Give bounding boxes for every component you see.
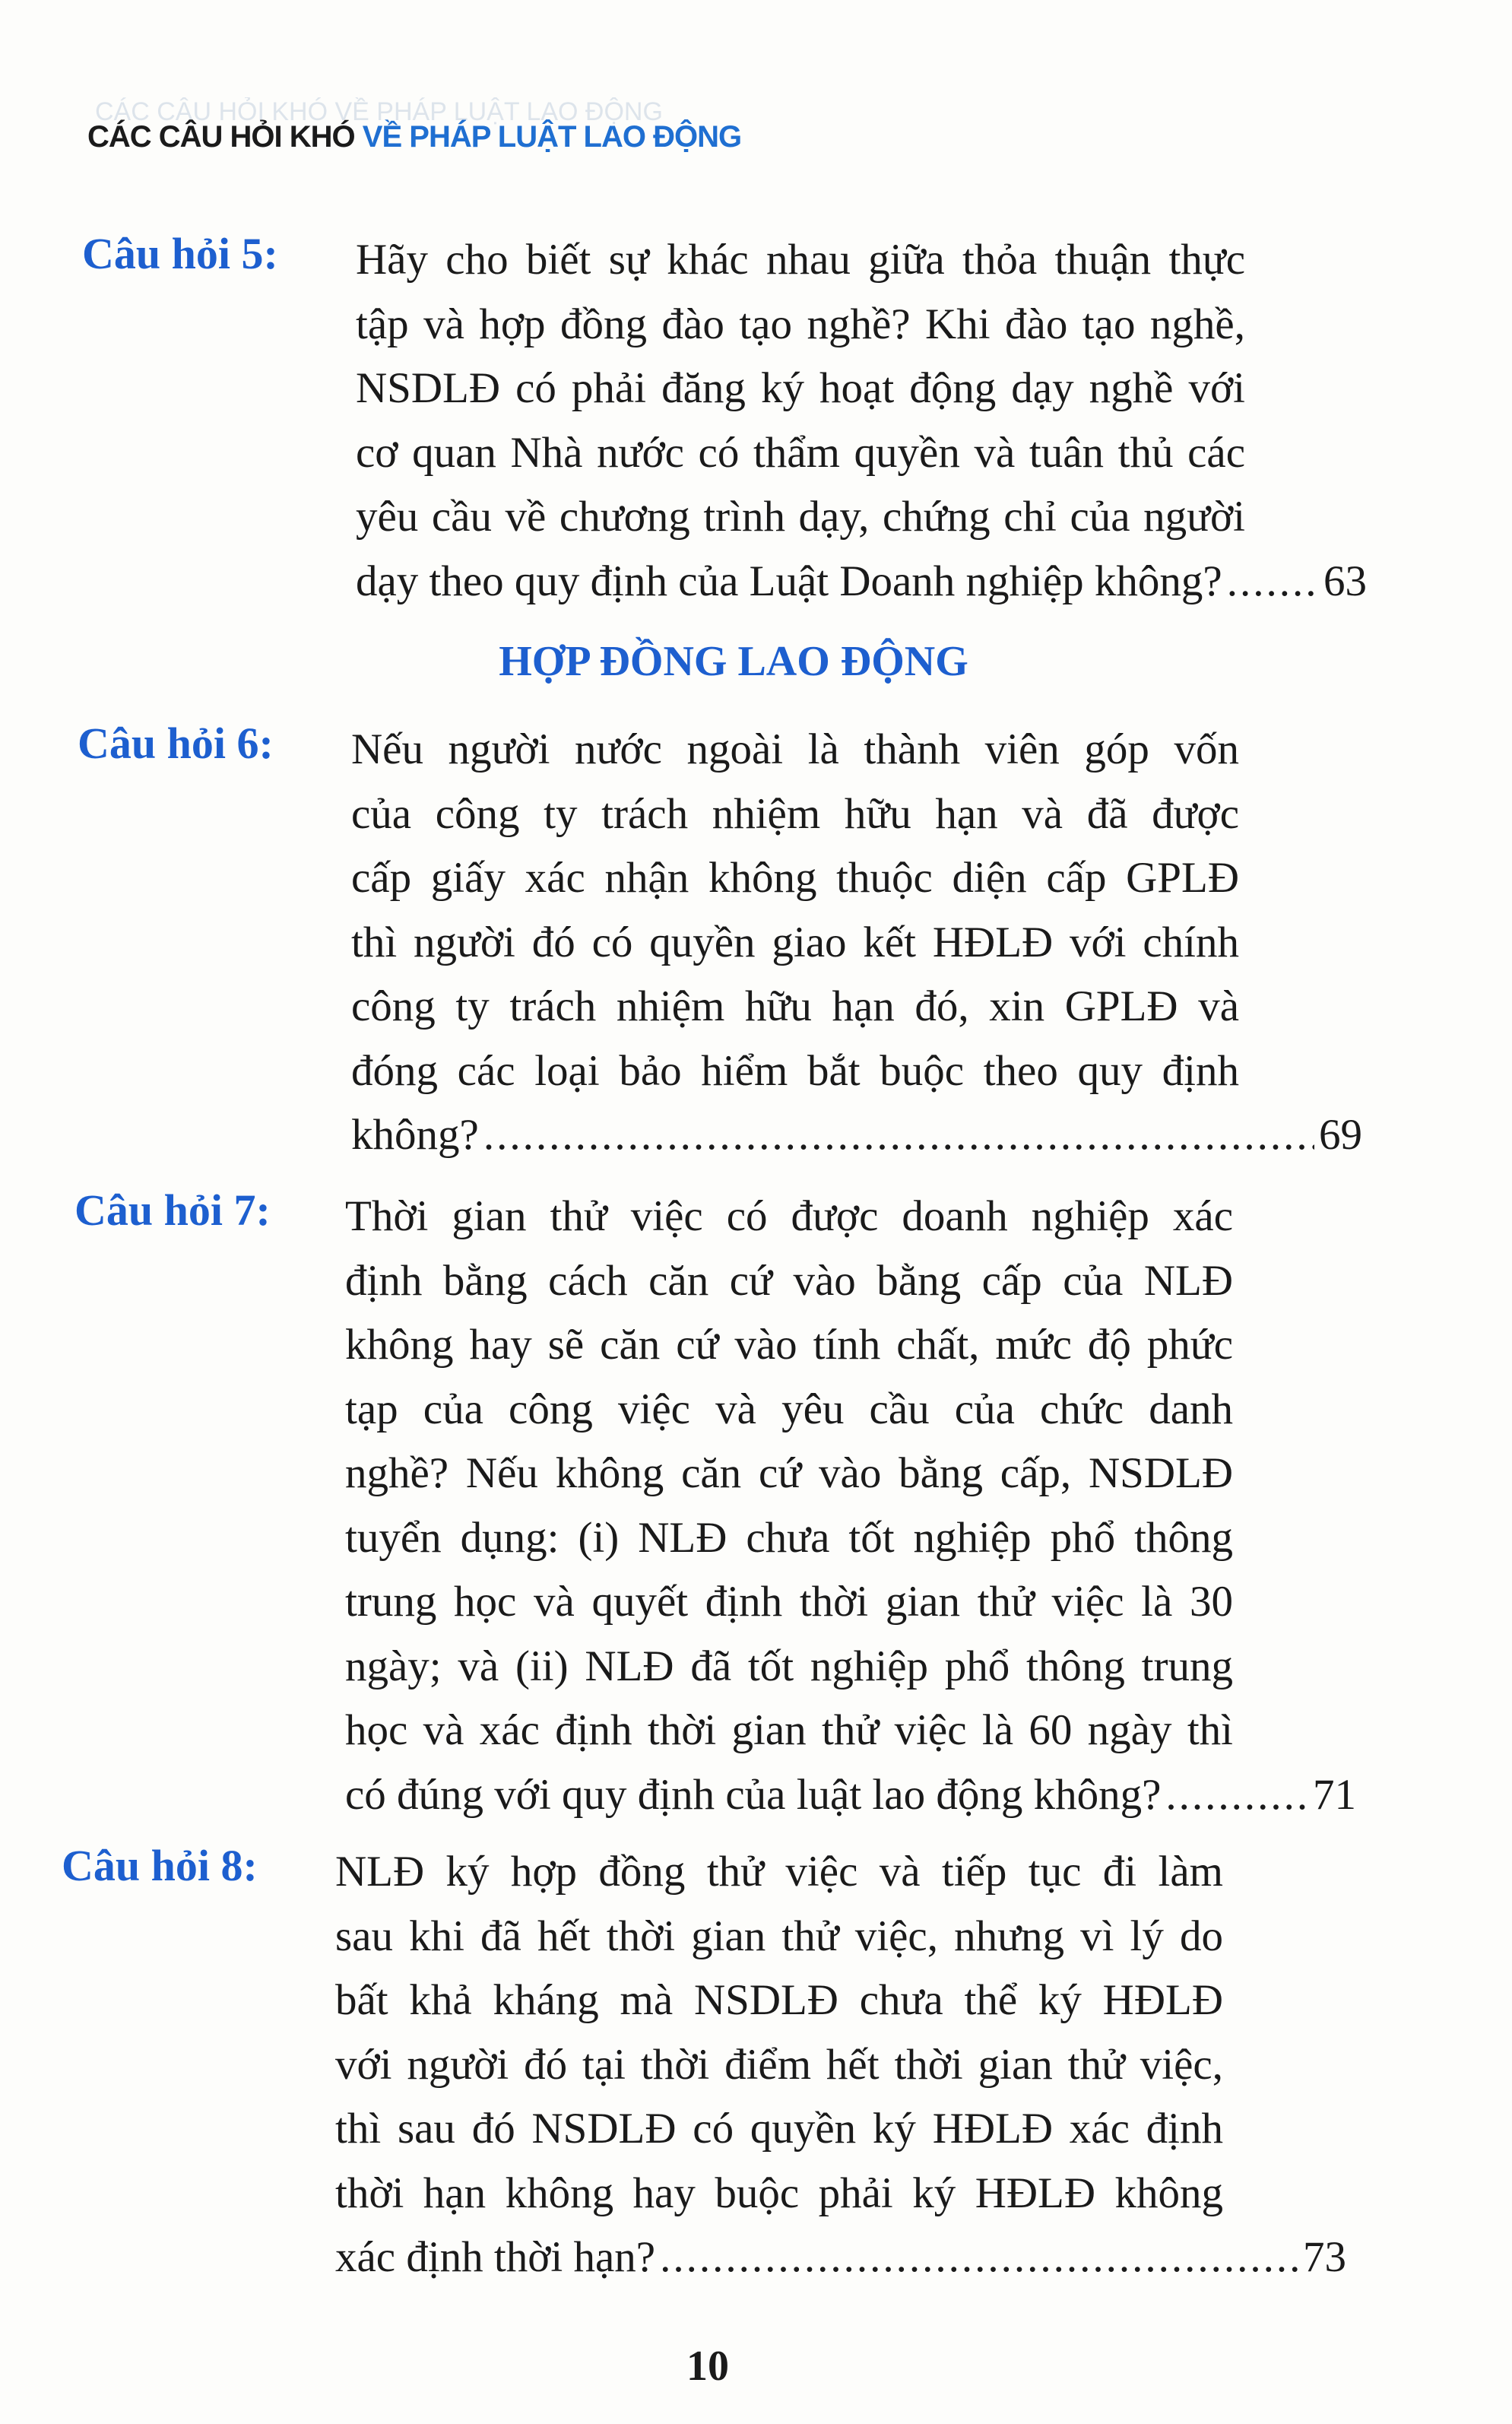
text-line: học và xác định thời gian thử việc là 60 ngày thì — [345, 1706, 1233, 1754]
text-line: của công ty trách nhiệm hữu hạn và đã được — [351, 789, 1239, 838]
text-line: yêu cầu về chương trình dạy, chứng chỉ của người — [356, 493, 1245, 541]
text-line: NSDLĐ có phải đăng ký hoạt động dạy nghề với — [356, 364, 1245, 412]
text-line: công ty trách nhiệm hữu hạn đó, xin GPLĐ và — [351, 982, 1239, 1030]
text-line: dạy theo quy định của Luật Doanh nghiệp không? — [356, 557, 1222, 605]
text-line: cơ quan Nhà nước có thẩm quyền và tuân thủ các — [356, 428, 1245, 477]
toc-last-line — [356, 550, 1367, 614]
bleed-through-header: CÁC CÂU HỎI KHÓ VỀ PHÁP LUẬT LAO ĐỘNG — [95, 97, 663, 126]
text-line: định bằng cách căn cứ vào bằng cấp của NLĐ — [345, 1256, 1233, 1305]
toc-last-line — [335, 2226, 1346, 2290]
text-line: bất khả kháng mà NSDLĐ chưa thể ký HĐLĐ — [335, 1976, 1223, 2024]
text-line: thì người đó có quyền giao kết HĐLĐ với chính — [351, 918, 1239, 966]
text-line: đóng các loại bảo hiểm bắt buộc theo quy định — [351, 1046, 1239, 1095]
question-text — [356, 228, 1367, 614]
text-line: thời hạn không hay buộc phải ký HĐLĐ không — [335, 2169, 1223, 2217]
header-part-2: VỀ PHÁP LUẬT LAO ĐỘNG — [362, 120, 742, 154]
text-line: tuyển dụng: (i) NLĐ chưa tốt nghiệp phổ thông — [345, 1513, 1233, 1562]
toc-last-line — [345, 1763, 1356, 1828]
page-ref: 69 — [1319, 1111, 1362, 1159]
dot-leader — [1227, 550, 1319, 614]
text-line: nghề? Nếu không căn cứ vào bằng cấp, NSDLĐ — [345, 1449, 1233, 1497]
text-line: ngày; và (ii) NLĐ đã tốt nghiệp phổ thông trung — [345, 1642, 1233, 1690]
section-heading: HỢP ĐỒNG LAO ĐỘNG — [499, 638, 968, 685]
dot-leader — [483, 1103, 1314, 1168]
page-number: 10 — [686, 2343, 729, 2390]
question-label: Câu hỏi 5: — [82, 229, 278, 278]
header-part-1: CÁC CÂU HỎI KHÓ — [87, 120, 355, 154]
running-header — [87, 120, 741, 154]
text-line: với người đó tại thời điểm hết thời gian thử việc, — [335, 2040, 1223, 2089]
text-line: tập và hợp đồng đào tạo nghề? Khi đào tạo nghề, — [356, 300, 1245, 348]
text-line: sau khi đã hết thời gian thử việc, nhưng vì lý do — [335, 1912, 1223, 1960]
text-line: NLĐ ký hợp đồng thử việc và tiếp tục đi làm — [335, 1848, 1223, 1896]
text-line: trung học và quyết định thời gian thử việc là 30 — [345, 1578, 1233, 1626]
text-line: không hay sẽ căn cứ vào tính chất, mức độ phức — [345, 1321, 1233, 1369]
question-label: Câu hỏi 8: — [62, 1841, 258, 1890]
dot-leader — [1165, 1763, 1308, 1828]
text-line: có đúng với quy định của luật lao động không? — [345, 1770, 1162, 1819]
question-label: Câu hỏi 7: — [74, 1185, 271, 1235]
question-text — [351, 718, 1362, 1168]
text-line: xác định thời hạn? — [335, 2233, 656, 2281]
text-line: cấp giấy xác nhận không thuộc diện cấp GPLĐ — [351, 854, 1239, 902]
toc-last-line — [351, 1103, 1362, 1168]
question-label: Câu hỏi 6: — [78, 719, 274, 768]
text-line: Thời gian thử việc có được doanh nghiệp xác — [345, 1192, 1233, 1240]
question-text — [345, 1185, 1356, 1827]
page-ref: 63 — [1323, 557, 1367, 605]
text-line: thì sau đó NSDLĐ có quyền ký HĐLĐ xác định — [335, 2105, 1223, 2153]
text-line: Nếu người nước ngoài là thành viên góp vốn — [351, 725, 1239, 773]
page-ref: 73 — [1303, 2233, 1346, 2281]
text-line: Hãy cho biết sự khác nhau giữa thỏa thuận thực — [356, 236, 1245, 284]
text-line: không? — [351, 1111, 479, 1159]
question-text — [335, 1840, 1346, 2290]
page-ref: 71 — [1313, 1770, 1356, 1819]
text-line: tạp của công việc và yêu cầu của chức danh — [345, 1385, 1233, 1433]
dot-leader — [660, 2226, 1298, 2290]
